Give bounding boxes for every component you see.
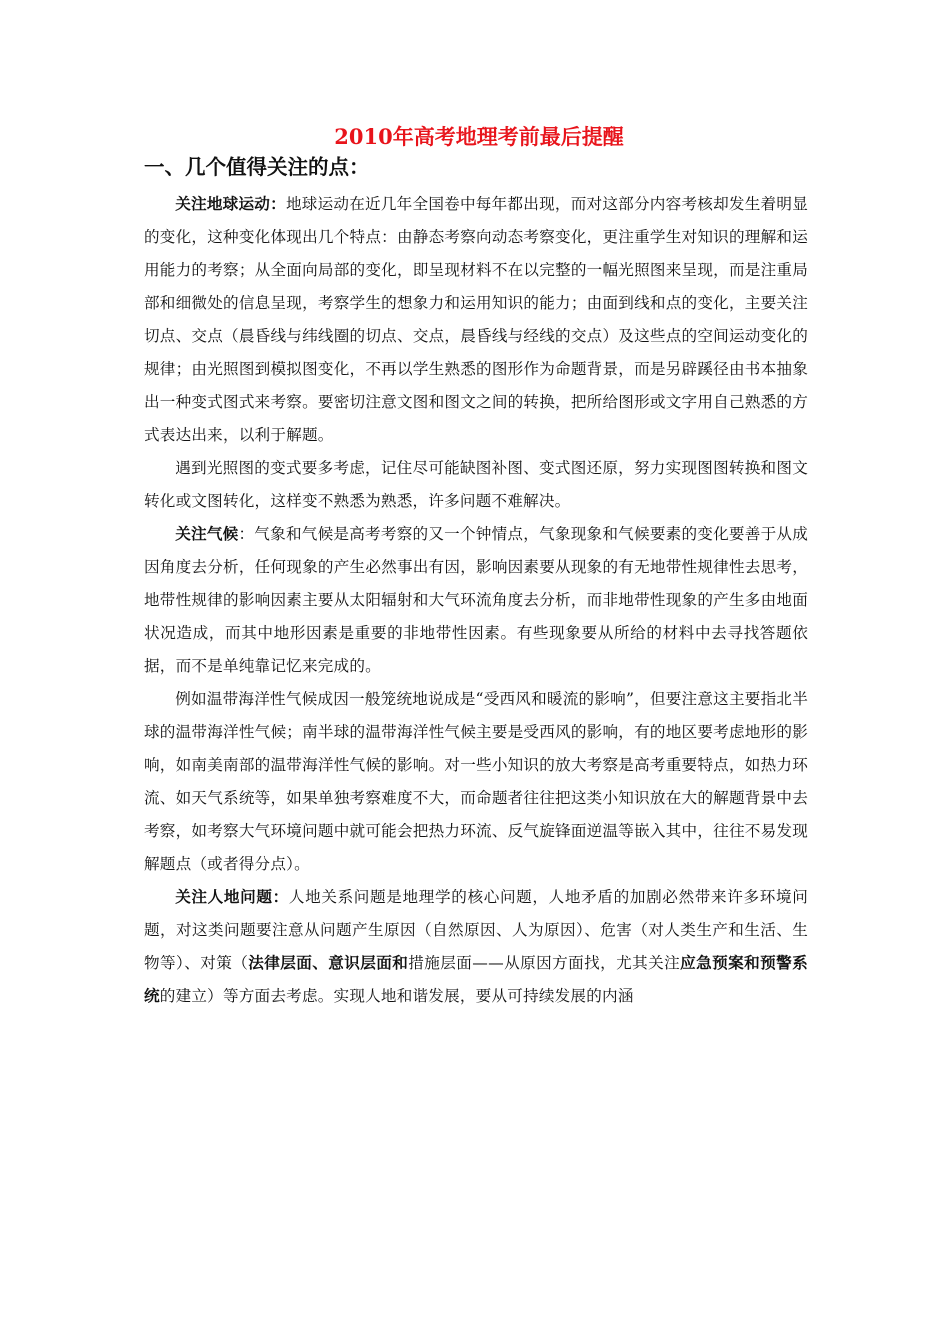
paragraph-text: 遇到光照图的变式要多考虑，记住尽可能缺图补图、变式图还原，努力实现图图转换和图文转化或文图转化，这样变不熟悉为熟悉，许多问题不难解决。 xyxy=(144,459,808,510)
section-heading: 一、几个值得关注的点： xyxy=(144,155,370,179)
emphasis-text: 法律层面、意识层面和 xyxy=(248,954,409,972)
paragraph-text: 的建立）等方面去考虑。实现人地和谐发展，要从可持续发展的内涵 xyxy=(159,987,634,1005)
paragraph-text: ：气象和气候是高考考察的又一个钟情点，气象现象和气候要素的变化要善于从成因角度去分析，任何现象的产生必然事出有因，影响因素要从现象的有无地带性规律性去思考，地带性规律的影响因素主要从太阳辐射和大气环流角度去分析，而非地带性现象的产生多由地面状况造成，而其中地形因素是重要的非地带性因素。有些现象要从所给的材料中去寻找答题依据，而不是单纯靠记忆来完成的。 xyxy=(144,525,808,675)
document-page xyxy=(144,122,808,1013)
paragraph-lead: 关注人地问题： xyxy=(175,888,289,906)
paragraph-lead: 关注地球运动： xyxy=(175,195,286,213)
document-title: 2010年高考地理考前最后提醒 xyxy=(334,124,624,149)
paragraph-human-land xyxy=(144,881,808,1013)
emphasis-text: 应急预案和预警系统 xyxy=(144,954,808,1005)
paragraph-illumination-variant xyxy=(144,452,808,518)
paragraph-climate xyxy=(144,518,808,683)
paragraph-text: 人地关系问题是地理学的核心问题，人地矛盾的加剧必然带来许多环境问题，对这类问题要注意从问题产生原因（自然原因、人为原因）、危害（对人类生产和生活、生物等）、对策（ xyxy=(144,888,809,972)
paragraph-maritime-climate xyxy=(144,683,808,881)
paragraph-text: 例如温带海洋性气候成因一般笼统地说成是“受西风和暖流的影响”，但要注意这主要指北半球的温带海洋性气候；南半球的温带海洋性气候主要是受西风的影响，有的地区要考虑地形的影响，如南美南部的温带海洋性气候的影响。对一些小知识的放大考察是高考重要特点，如热力环流、如天气系统等，如果单独考察难度不大，而命题者往往把这类小知识放在大的解题背景中去考察，如考察大气环境问题中就可能会把热力环流、反气旋锋面逆温等嵌入其中，往往不易发现解题点（或者得分点）。 xyxy=(144,690,808,873)
paragraph-earth-motion xyxy=(144,188,808,452)
paragraph-text: 地球运动在近几年全国卷中每年都出现，而对这部分内容考核却发生着明显的变化，这种变化体现出几个特点：由静态考察向动态考察变化，更注重学生对知识的理解和运用能力的考察；从全面向局部的变化，即呈现材料不在以完整的一幅光照图来呈现，而是注重局部和细微处的信息呈现，考察学生的想象力和运用知识的能力；由面到线和点的变化，主要关注切点、交点（晨昏线与纬线圈的切点、交点，晨昏线与经线的交点）及这些点的空间运动变化的规律；由光照图到模拟图变化，不再以学生熟悉的图形作为命题背景，而是另辟蹊径由书本抽象出一种变式图式来考察。要密切注意文图和图文之间的转换，把所给图形或文字用自己熟悉的方式表达出来，以利于解题。 xyxy=(144,195,808,444)
paragraph-lead: 关注气候 xyxy=(175,525,239,543)
paragraph-text: 措施层面——从原因方面找，尤其关注 xyxy=(408,954,681,972)
